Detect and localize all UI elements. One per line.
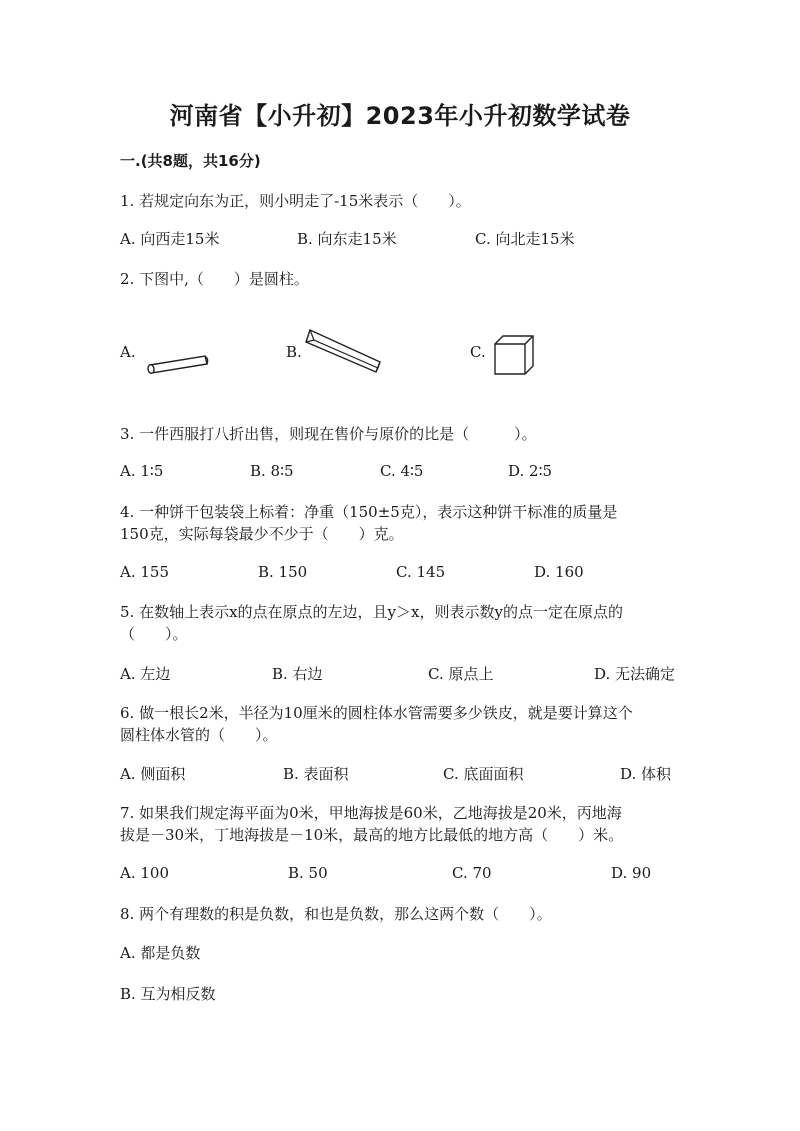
question-6-text-cont: 圆柱体水管的（ ）。: [120, 726, 278, 744]
q7-option-c[interactable]: C. 70: [452, 864, 492, 882]
q5-option-a[interactable]: A. 左边: [120, 665, 171, 683]
section-heading: 一.(共8题，共16分): [120, 152, 261, 170]
question-6-text: 6. 做一根长2米，半径为10厘米的圆柱体水管需要多少铁皮，就是要计算这个: [120, 704, 633, 722]
q3-option-b[interactable]: B. 8∶5: [250, 462, 294, 480]
question-1-text: 1. 若规定向东为正，则小明走了-15米表示（ ）。: [120, 192, 471, 210]
question-2-text: 2. 下图中,（ ）是圆柱。: [120, 270, 309, 288]
question-4-text-cont: 150克，实际每袋最少不少于（ ）克。: [120, 525, 404, 543]
q3-option-d[interactable]: D. 2∶5: [508, 462, 553, 480]
question-5-text: 5. 在数轴上表示x的点在原点的左边，且y＞x，则表示数y的点一定在原点的: [120, 603, 623, 621]
q7-option-b[interactable]: B. 50: [288, 864, 328, 882]
q8-option-a[interactable]: A. 都是负数: [120, 944, 201, 962]
q5-option-d[interactable]: D. 无法确定: [594, 665, 676, 683]
q6-option-c[interactable]: C. 底面面积: [443, 765, 524, 783]
cube-icon: [493, 334, 535, 376]
q1-option-a[interactable]: A. 向西走15米: [120, 230, 220, 248]
q7-option-a[interactable]: A. 100: [120, 864, 169, 882]
q6-option-a[interactable]: A. 侧面积: [120, 765, 186, 783]
q4-option-b[interactable]: B. 150: [258, 563, 308, 581]
question-7-text: 7. 如果我们规定海平面为0米，甲地海拔是60米，乙地海拔是20米，丙地海: [120, 804, 622, 822]
q6-option-b[interactable]: B. 表面积: [283, 765, 349, 783]
question-3-text: 3. 一件西服打八折出售，则现在售价与原价的比是（ ）。: [120, 425, 537, 443]
q2-option-b[interactable]: B.: [286, 343, 302, 361]
question-4-text: 4. 一种饼干包装袋上标着：净重（150±5克），表示这种饼干标准的质量是: [120, 503, 618, 521]
q7-option-d[interactable]: D. 90: [611, 864, 652, 882]
q5-option-c[interactable]: C. 原点上: [428, 665, 494, 683]
q2-option-c[interactable]: C.: [470, 343, 486, 361]
triangular-prism-icon: [304, 326, 384, 376]
q4-option-a[interactable]: A. 155: [120, 563, 169, 581]
cylinder-rod-icon: [143, 350, 213, 378]
q3-option-a[interactable]: A. 1∶5: [120, 462, 164, 480]
q5-option-b[interactable]: B. 右边: [272, 665, 323, 683]
q4-option-d[interactable]: D. 160: [534, 563, 584, 581]
q4-option-c[interactable]: C. 145: [396, 563, 446, 581]
q1-option-c[interactable]: C. 向北走15米: [475, 230, 575, 248]
page-title: 河南省【小升初】2023年小升初数学试卷: [169, 102, 631, 130]
question-7-text-cont: 拔是－30米，丁地海拔是－10米，最高的地方比最低的地方高（ ）米。: [120, 826, 624, 844]
q6-option-d[interactable]: D. 体积: [620, 765, 672, 783]
q2-option-a[interactable]: A.: [120, 343, 136, 361]
q8-option-b[interactable]: B. 互为相反数: [120, 985, 216, 1003]
question-5-text-cont: （ ）。: [120, 625, 188, 643]
q1-option-b[interactable]: B. 向东走15米: [297, 230, 397, 248]
q3-option-c[interactable]: C. 4∶5: [380, 462, 424, 480]
question-8-text: 8. 两个有理数的积是负数，和也是负数，那么这两个数（ ）。: [120, 905, 552, 923]
